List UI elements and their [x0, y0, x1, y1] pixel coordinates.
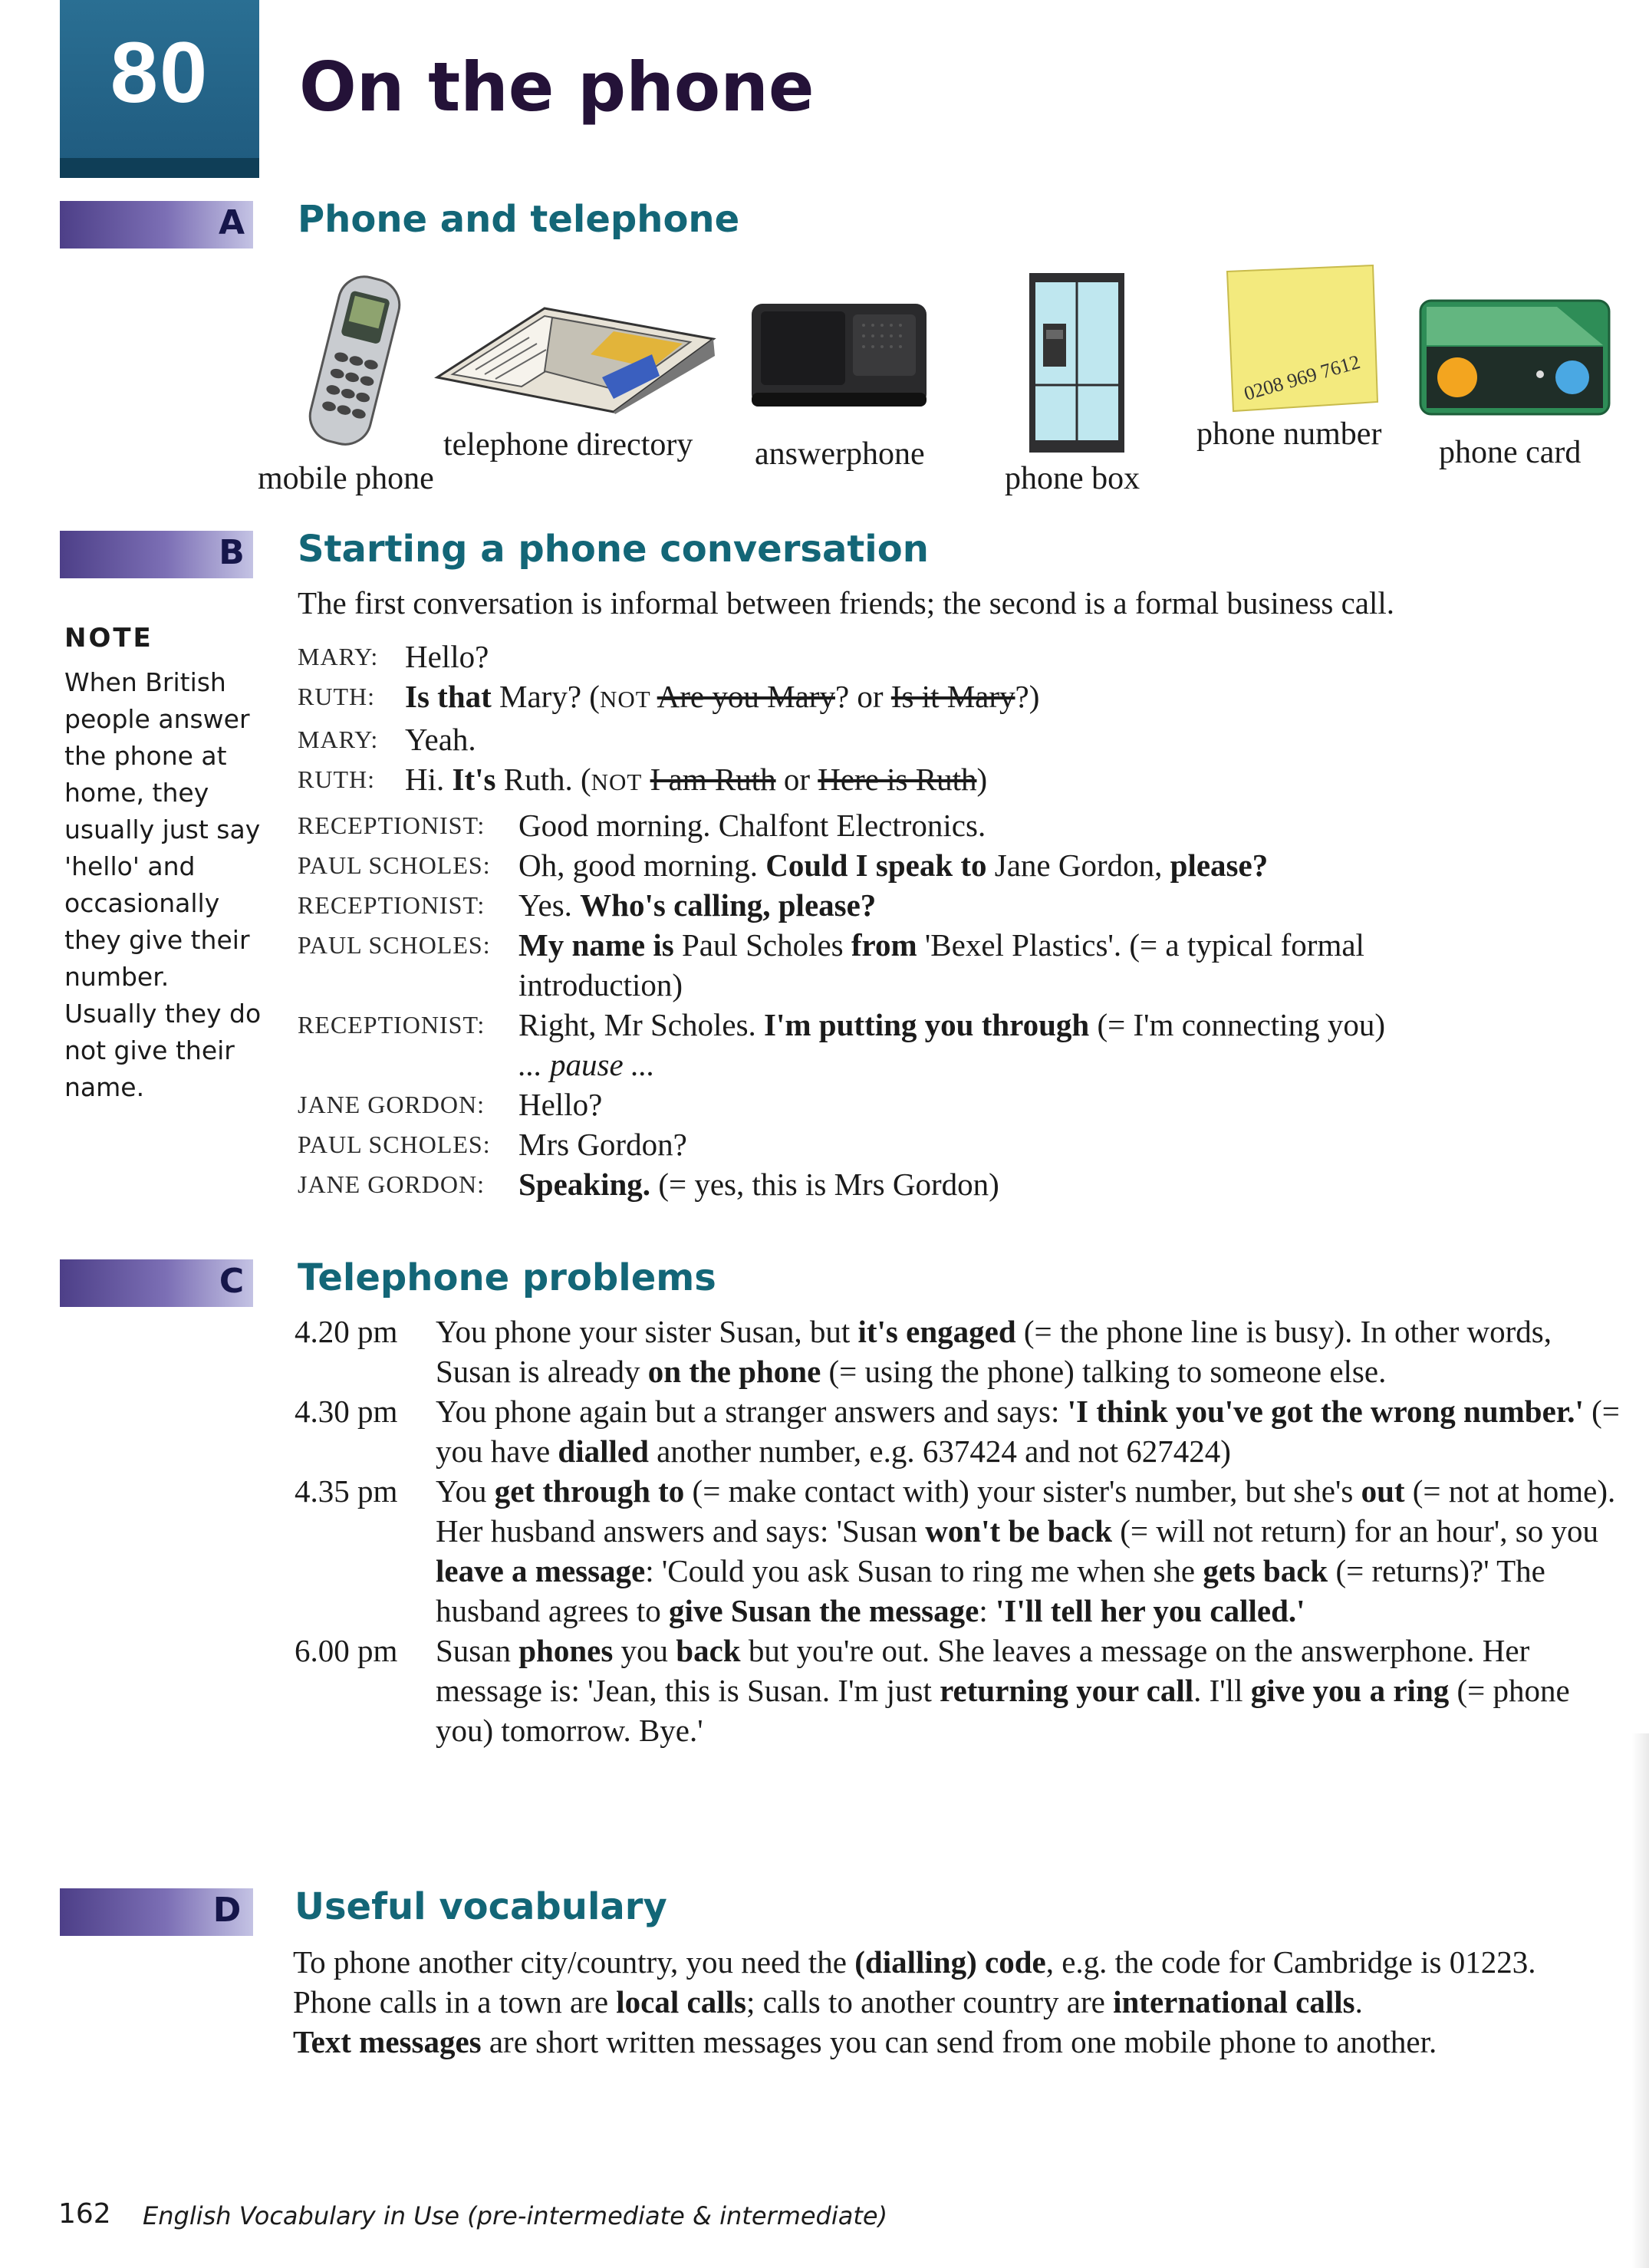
- dialogue-line: [298, 965, 1385, 1005]
- struck-phrase: Here is Ruth: [818, 762, 977, 797]
- bold-phrase: 'I'll tell her you called.': [995, 1593, 1305, 1628]
- bold-phrase: returning your call: [940, 1673, 1194, 1708]
- bold-phrase: on the phone: [647, 1354, 821, 1389]
- text-run: (= yes, this is Mrs Gordon): [650, 1167, 999, 1202]
- text-run: NOT: [599, 686, 651, 713]
- dialogue-line: [298, 759, 1039, 802]
- text-run: , e.g. the code for Cambridge is 01223.: [1045, 1944, 1536, 1980]
- text-run: [651, 679, 657, 714]
- problem-entry: [295, 1631, 1621, 1750]
- telephone-directory-icon: [430, 301, 721, 416]
- vocabulary-paragraph: [293, 1982, 1612, 2022]
- note-text: When British people answer the phone at home, they usually just say 'hello' and occasionally they give their number. Usually they do not give their name.: [64, 667, 262, 1102]
- bold-phrase: It's: [452, 762, 496, 797]
- text-run: but you're out. She leaves a message on the answerphone. Her message is: 'Jean, this is Susan. I'm just: [436, 1633, 1538, 1708]
- speaker-label: [298, 1045, 518, 1085]
- unit-number: 80: [110, 25, 209, 120]
- struck-phrase: Are you Mary: [657, 679, 835, 714]
- text-run: Mary? (: [491, 679, 600, 714]
- dialogue-text: [518, 885, 876, 925]
- dialogue-text: [405, 676, 1039, 719]
- dialogue-text: [405, 637, 489, 676]
- bold-phrase: from: [851, 927, 917, 963]
- section-b-letter: B: [219, 533, 245, 572]
- text-run: introduction): [518, 967, 683, 1002]
- speaker-label: PAUL SCHOLES:: [298, 931, 491, 959]
- page-edge-shadow: [1632, 1733, 1649, 2268]
- bold-phrase: gets back: [1203, 1553, 1328, 1588]
- dialogue-line: [298, 1164, 1385, 1204]
- book-title: English Vocabulary in Use (pre-intermediate & intermediate): [143, 2201, 888, 2230]
- text-run: Hi.: [405, 762, 453, 797]
- dialogue-informal: [298, 637, 1039, 802]
- struck-phrase: I am Ruth: [650, 762, 776, 797]
- dialogue-text: [518, 1005, 1385, 1045]
- problem-time: 4.30 pm: [295, 1394, 398, 1429]
- picture-label-phone-card: phone card: [1439, 435, 1582, 470]
- bold-phrase: give you a ring: [1250, 1673, 1450, 1708]
- bold-phrase: My name is: [518, 927, 674, 963]
- text-run: ... pause ...: [518, 1047, 655, 1082]
- text-run: (= not at home). Her husband answers and says: 'Susan: [436, 1473, 1624, 1549]
- picture-label-phone-box: phone box: [1005, 461, 1140, 496]
- dialogue-line: [298, 637, 1039, 676]
- section-d-title: Useful vocabulary: [295, 1885, 667, 1928]
- telephone-problems-list: [295, 1312, 1628, 1750]
- dialogue-text: [405, 759, 987, 802]
- speaker-label: RECEPTIONIST:: [298, 811, 485, 839]
- text-run: Phone calls in a town are: [293, 1984, 617, 2019]
- speaker-label: JANE GORDON:: [298, 1091, 485, 1118]
- useful-vocabulary-text: [293, 1942, 1612, 2062]
- text-run: (= I'm connecting you): [1089, 1007, 1385, 1042]
- text-run: (= you have: [436, 1394, 1628, 1469]
- text-run: are short written messages you can send from one mobile phone to another.: [481, 2024, 1437, 2059]
- text-run: ; calls to another country are: [746, 1984, 1114, 2019]
- dialogue-text: [518, 965, 683, 1005]
- bold-phrase: Text messages: [293, 2024, 482, 2059]
- problem-text: [436, 1631, 1621, 1750]
- text-run: ? or: [834, 679, 891, 714]
- dialogue-text: [518, 1124, 687, 1164]
- text-run: NOT: [591, 769, 643, 795]
- text-run: another number, e.g. 637424 and not 627424): [648, 1434, 1231, 1469]
- bold-phrase: dialled: [558, 1434, 649, 1469]
- bold-phrase: back: [676, 1633, 741, 1668]
- bold-phrase: local calls: [616, 1984, 746, 2019]
- dialogue-line: [298, 925, 1385, 965]
- mobile-phone-icon: [301, 270, 408, 454]
- text-run: You phone again but a stranger answers and says:: [436, 1394, 1068, 1429]
- sticky-note-number: 0208 969 7612: [1241, 350, 1363, 405]
- bold-phrase: Who's calling, please?: [580, 887, 877, 923]
- picture-label-mobile-phone: mobile phone: [258, 461, 434, 496]
- answerphone-icon: [749, 298, 930, 413]
- bold-phrase: Could I speak to: [765, 848, 987, 883]
- dialogue-line: [298, 676, 1039, 719]
- text-run: Yeah.: [405, 722, 476, 757]
- text-run: [642, 762, 650, 797]
- vocabulary-paragraph: [293, 2022, 1612, 2062]
- text-run: To phone another city/country, you need the: [293, 1944, 855, 1980]
- bold-phrase: won't be back: [925, 1513, 1112, 1549]
- bold-phrase: out: [1361, 1473, 1405, 1509]
- text-run: (= phone you) tomorrow. Bye.': [436, 1673, 1578, 1748]
- text-run: you: [613, 1633, 676, 1668]
- vocabulary-paragraph: [293, 1942, 1612, 1982]
- text-run: ): [976, 762, 988, 797]
- text-run: Paul Scholes: [673, 927, 851, 963]
- problem-entry: [295, 1391, 1628, 1471]
- bold-phrase: leave a message: [436, 1553, 646, 1588]
- bold-phrase: (dialling) code: [854, 1944, 1046, 1980]
- speaker-label: PAUL SCHOLES:: [298, 1131, 491, 1158]
- dialogue-text: [518, 1085, 602, 1124]
- text-run: or: [775, 762, 818, 797]
- section-b-intro: The first conversation is informal between friends; the second is a formal business call.: [298, 585, 1395, 620]
- speaker-label: MARY:: [298, 726, 379, 753]
- problem-text: [436, 1471, 1624, 1631]
- dialogue-text: [518, 1045, 655, 1085]
- bold-phrase: international calls: [1113, 1984, 1355, 2019]
- bold-phrase: give Susan the message: [669, 1593, 979, 1628]
- speaker-label: JANE GORDON:: [298, 1170, 485, 1198]
- text-run: Good morning. Chalfont Electronics.: [518, 808, 986, 843]
- dialogue-line: [298, 719, 1039, 759]
- text-run: (= the phone line is busy). In other words, Susan is already: [436, 1314, 1560, 1389]
- text-run: Mrs Gordon?: [518, 1127, 687, 1162]
- unit-title: On the phone: [299, 48, 815, 127]
- text-run: 'Bexel Plastics'. (= a typical formal: [917, 927, 1364, 963]
- dialogue-text: [405, 719, 476, 759]
- text-run: You: [436, 1473, 495, 1509]
- problem-time: 6.00 pm: [295, 1633, 398, 1668]
- section-b-title: Starting a phone conversation: [298, 528, 929, 571]
- text-run: :: [979, 1593, 996, 1628]
- text-run: (= make contact with) your sister's number, but she's: [684, 1473, 1361, 1509]
- picture-label-phone-number: phone number: [1196, 416, 1382, 452]
- text-run: You phone your sister Susan, but: [436, 1314, 858, 1349]
- picture-label-telephone-directory: telephone directory: [443, 427, 693, 462]
- text-run: (= will not return) for an hour', so you: [1112, 1513, 1607, 1549]
- text-run: Hello?: [518, 1087, 603, 1122]
- dialogue-text: [518, 805, 986, 845]
- section-d-letter: D: [212, 1891, 242, 1930]
- bold-phrase: Speaking.: [518, 1167, 651, 1202]
- dialogue-text: [518, 1164, 999, 1204]
- bold-phrase: I'm putting you through: [764, 1007, 1090, 1042]
- dialogue-line: [298, 805, 1385, 845]
- page-number: 162: [58, 2198, 111, 2230]
- text-run: (= using the phone) talking to someone else.: [821, 1354, 1387, 1389]
- dialogue-text: [518, 925, 1364, 965]
- text-run: Right, Mr Scholes.: [518, 1007, 765, 1042]
- unit-box-band: [60, 158, 259, 178]
- problem-entry: [295, 1471, 1624, 1631]
- problem-time: 4.20 pm: [295, 1314, 398, 1349]
- text-run: Susan: [436, 1633, 519, 1668]
- text-run: : 'Could you ask Susan to ring me when she: [645, 1553, 1203, 1588]
- text-run: Yes.: [518, 887, 581, 923]
- bold-phrase: it's engaged: [857, 1314, 1016, 1349]
- bold-phrase: please?: [1170, 848, 1269, 883]
- bold-phrase: phones: [518, 1633, 614, 1668]
- speaker-label: RECEPTIONIST:: [298, 1011, 485, 1039]
- text-run: Hello?: [405, 639, 489, 674]
- speaker-label: MARY:: [298, 643, 379, 670]
- text-run: .: [1354, 1984, 1363, 2019]
- problem-text: [436, 1391, 1628, 1471]
- bold-phrase: 'I think you've got the wrong number.': [1067, 1394, 1584, 1429]
- dialogue-line: [298, 1124, 1385, 1164]
- speaker-label: RUTH:: [298, 765, 375, 793]
- speaker-label: RECEPTIONIST:: [298, 891, 485, 919]
- picture-label-answerphone: answerphone: [755, 436, 925, 472]
- dialogue-formal: [298, 805, 1385, 1204]
- text-run: . I'll: [1193, 1673, 1251, 1708]
- section-c-letter: C: [219, 1262, 245, 1301]
- phone-card-icon: [1419, 299, 1611, 416]
- note-heading: NOTE: [64, 623, 153, 653]
- text-run: Jane Gordon,: [986, 848, 1170, 883]
- problem-text: [436, 1312, 1621, 1391]
- sticky-note-icon: [1219, 265, 1381, 419]
- text-run: Oh, good morning.: [518, 848, 766, 883]
- struck-phrase: Is it Mary: [890, 679, 1015, 714]
- problem-time: 4.35 pm: [295, 1473, 398, 1509]
- text-run: (= returns)?' The husband agrees to: [436, 1553, 1554, 1628]
- text-run: ?): [1015, 679, 1040, 714]
- speaker-label: RUTH:: [298, 683, 375, 710]
- speaker-label: [298, 965, 518, 1005]
- phone-box-icon: [1026, 270, 1127, 456]
- text-run: Ruth. (: [495, 762, 591, 797]
- speaker-label: PAUL SCHOLES:: [298, 851, 491, 879]
- dialogue-text: [518, 845, 1268, 885]
- problem-entry: [295, 1312, 1621, 1391]
- bold-phrase: Is that: [405, 679, 492, 714]
- section-a-letter: A: [218, 203, 245, 242]
- section-a-title: Phone and telephone: [298, 198, 740, 241]
- dialogue-line: [298, 1085, 1385, 1124]
- bold-phrase: get through to: [494, 1473, 685, 1509]
- dialogue-line: [298, 885, 1385, 925]
- dialogue-line: [298, 845, 1385, 885]
- dialogue-line: [298, 1005, 1385, 1045]
- dialogue-line: [298, 1045, 1385, 1085]
- section-c-title: Telephone problems: [298, 1256, 716, 1299]
